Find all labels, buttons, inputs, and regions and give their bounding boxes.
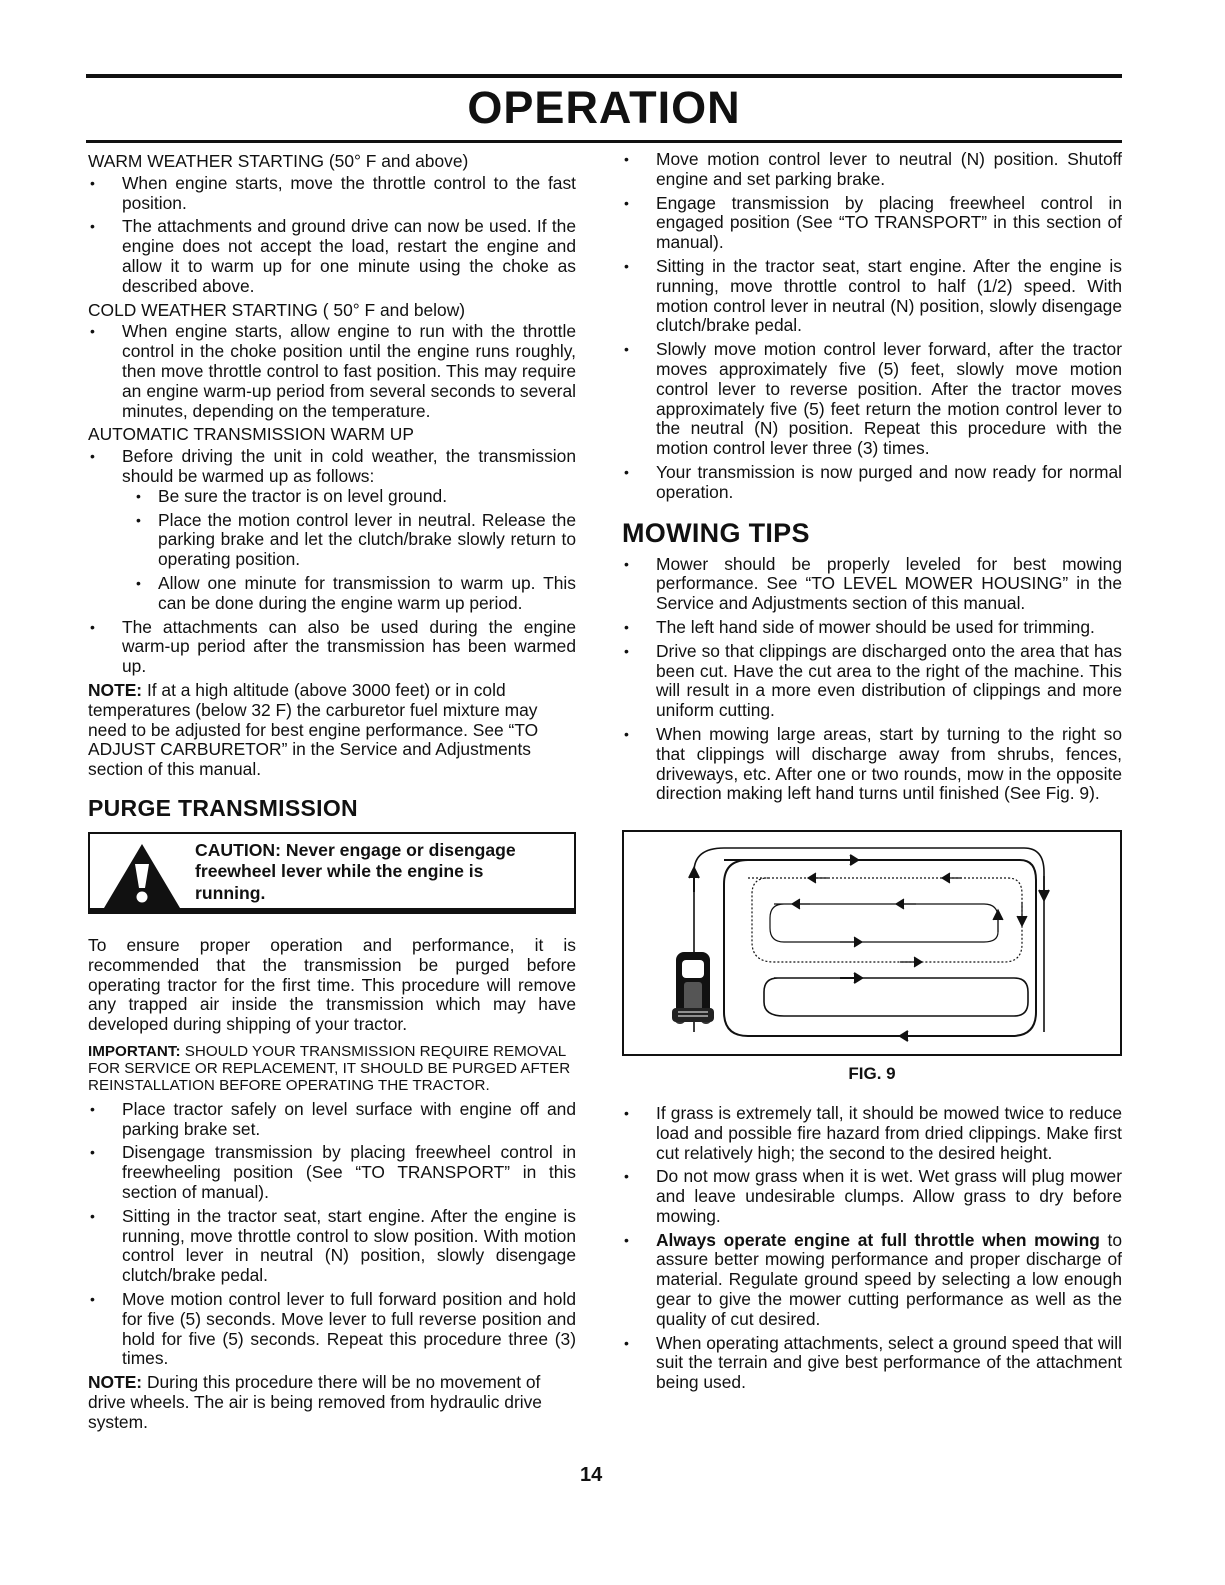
mowing-pattern-diagram: [624, 832, 1120, 1050]
cold-weather-list: [88, 322, 576, 421]
list-item: • If grass is extremely tall, it should be mowed twice to reduce load and possible fire hazard from dried clippings. Make first cut relatively high; the second to the desired height.: [622, 1104, 1122, 1163]
important-label: IMPORTANT:: [88, 1042, 181, 1060]
list-item: [88, 447, 576, 613]
list-item: • The attachments and ground drive can now be used. If the engine does not accept the load, restart the engine and allow it to warm up for one minute using the choke as described above.: [88, 217, 576, 296]
auto-transmission-sublist: [122, 487, 576, 614]
list-item: • When engine starts, allow engine to run with the throttle control in the choke position until the engine runs roughly, then move throttle control to fast position. This may require an engine warm-up period from several seconds to several minutes, depending on the temperature.: [88, 322, 576, 421]
mowing-tips-list: [622, 555, 1122, 805]
list-item: • Your transmission is now purged and now ready for normal operation.: [622, 463, 1122, 503]
list-item: • Disengage transmission by placing freewheel control in freewheeling position (See “TO TRANSPORT” in this section of manual).: [88, 1143, 576, 1202]
sub-list-item: • Allow one minute for transmission to warm up. This can be done during the engine warm up period.: [122, 574, 576, 614]
note-label: NOTE:: [88, 679, 143, 700]
header-rule-top: [86, 74, 1122, 78]
note-text: During this procedure there will be no movement of drive wheels. The air is being removed from hydraulic drive system.: [88, 1372, 542, 1432]
list-item: • Do not mow grass when it is wet. Wet grass will plug mower and leave undesirable clumps. Allow grass to dry before mowing.: [622, 1167, 1122, 1226]
list-item: • Slowly move motion control lever forward, after the tractor moves approximately five (5) feet, slowly move motion control lever to reverse position. After the tractor moves approximately five (5) feet return the motion control lever to the neutral (N) position. Repeat this procedure with the motion control lever three (3) times.: [622, 340, 1122, 459]
right-column: [622, 150, 1122, 1397]
altitude-note: [88, 681, 576, 780]
list-item: • Place tractor safely on level surface with engine off and parking brake set.: [88, 1100, 576, 1140]
list-item: • Move motion control lever to full forward position and hold for five (5) seconds. Move lever to full reverse position and hold for five (5) seconds. Repeat this procedure three (3) times.: [88, 1290, 576, 1369]
list-item: • The left hand side of mower should be used for trimming.: [622, 618, 1122, 638]
cold-weather-heading: COLD WEATHER STARTING ( 50° F and below): [88, 299, 466, 320]
warm-weather-heading: WARM WEATHER STARTING (50° F and above): [88, 151, 469, 171]
purge-note: [88, 1373, 576, 1432]
purge-transmission-heading: PURGE TRANSMISSION: [88, 794, 358, 821]
header-rule-bottom: [86, 140, 1122, 143]
list-item: • When mowing large areas, start by turning to the right so that clippings will discharge away from shrubs, fences, driveways, etc. After one or two rounds, mow in the opposite direction making left hand turns until finished (See Fig. 9).: [622, 725, 1122, 804]
page-number: 14: [580, 1464, 603, 1486]
tractor-icon: [672, 952, 714, 1024]
page-title: OPERATION: [467, 82, 741, 133]
list-item: • Move motion control lever to neutral (N) position. Shutoff engine and set parking brake.: [622, 150, 1122, 190]
list-item: • When engine starts, move the throttle control to the fast position.: [88, 174, 576, 214]
list-item: • Sitting in the tractor seat, start engine. After the engine is running, move throttle control to slow position. With motion control lever in neutral (N) position, slowly disengage clutch/brake pedal.: [88, 1207, 576, 1286]
purge-intro: To ensure proper operation and performance, it is recommended that the transmission be purged before operating tractor for the first time. This procedure will remove any trapped air inside the transmission which may have developed during shipping of your tractor.: [88, 934, 576, 1035]
important-text: SHOULD YOUR TRANSMISSION REQUIRE REMOVAL FOR SERVICE OR REPLACEMENT, IT SHOULD BE PURGED AFTER REINSTALLATION BEFORE OPERATING THE TRACTOR.: [88, 1042, 571, 1094]
list-item: • The attachments can also be used during the engine warm-up period after the transmission has been warmed up.: [88, 618, 576, 677]
warning-triangle-icon: [102, 842, 182, 910]
mowing-tips-continued: [622, 1104, 1122, 1393]
list-item: [622, 1231, 1122, 1330]
list-item: • When operating attachments, select a ground speed that will suit the terrain and give best performance of the attachment being used.: [622, 1334, 1122, 1393]
note-text: If at a high altitude (above 3000 feet) or in cold temperatures (below 32 F) the carburetor fuel mixture may need to be adjusted for best engine performance. See “TO ADJUST CARBURETOR” in the Service and Adjustments section of this manual.: [88, 679, 539, 780]
left-column: [88, 150, 576, 1433]
figure-caption: FIG. 9: [848, 1064, 896, 1084]
list-item-text: Before driving the unit in cold weather, the transmission should be warmed up as follows:: [122, 446, 576, 486]
full-throttle-text: to assure better mowing performance and proper discharge of material. Regulate ground speed by selecting a low enough gear to give the mower cutting performance as well as the quality of cut desired.: [656, 1229, 1123, 1329]
sub-list-item: • Be sure the tractor is on level ground.: [122, 487, 576, 507]
caution-text: CAUTION: Never engage or disengage freewheel lever while the engine is running.: [195, 839, 516, 903]
warm-weather-list: [88, 174, 576, 297]
full-throttle-bold: Always operate engine at full throttle when mowing: [656, 1229, 1100, 1250]
list-item: • Drive so that clippings are discharged onto the area that has been cut. Have the cut area to the right of the machine. This will result in a more even distribution of clippings and more uniform cutting.: [622, 642, 1122, 721]
sub-list-item: • Place the motion control lever in neutral. Release the parking brake and let the clutch/brake slowly return to operating position.: [122, 511, 576, 570]
list-item: • Mower should be properly leveled for best mowing performance. See “TO LEVEL MOWER HOUSING” in the Service and Adjustments section of this manual.: [622, 555, 1122, 614]
caution-box: [88, 832, 576, 914]
list-item: • Engage transmission by placing freewheel control in engaged position (See “TO TRANSPORT” in this section of manual).: [622, 194, 1122, 253]
purge-steps-continued: [622, 150, 1122, 503]
purge-steps-list: [88, 1100, 576, 1369]
important-notice: [88, 1043, 576, 1094]
auto-transmission-list: [88, 447, 576, 677]
mowing-tips-heading: MOWING TIPS: [622, 517, 810, 548]
auto-transmission-heading: AUTOMATIC TRANSMISSION WARM UP: [88, 424, 414, 445]
note-label: NOTE:: [88, 1372, 143, 1393]
list-item: • Sitting in the tractor seat, start engine. After the engine is running, move throttle control to half (1/2) speed. With motion control lever in neutral (N) position, slowly disengage clutch/brake pedal.: [622, 257, 1122, 336]
mowing-pattern-figure: [622, 830, 1122, 1056]
